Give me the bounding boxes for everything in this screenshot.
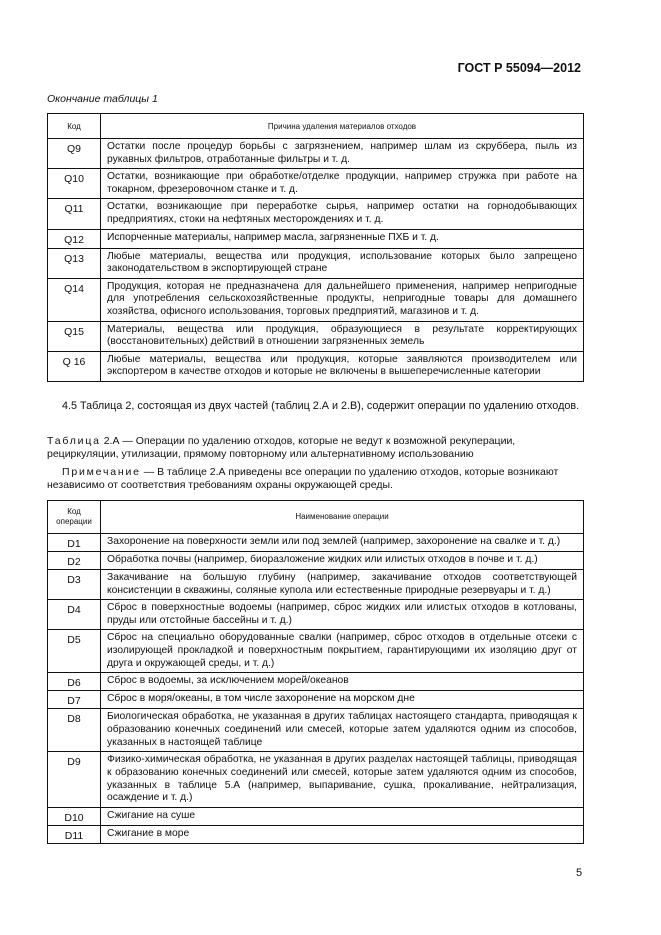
table-row [48,534,584,552]
row-text: Обработка почвы (например, биоразложение жидких или илистых отходов в почве и т. д.) [101,552,584,570]
table2-note [47,466,584,492]
row-code: Q10 [48,169,101,199]
row-code: D2 [48,552,101,570]
row-text: Сброс в поверхностные водоемы (например, сброс жидких или илистых отходов в котлованы, пруды или отстойные бассейны и т. д.) [101,600,584,630]
column-header-reason: Причина удаления материалов отходов [101,114,584,139]
section-4-5-paragraph: 4.5 Таблица 2, состоящая из двух частей (таблиц 2.А и 2.В), содержит операции по удалению отходов. [62,400,580,412]
row-text: Закачивание на большую глубину (например, закачивание отходов соответствующей консистенции в скважины, соляные купола или естественные природные резервуары и т. д.) [101,570,584,600]
row-code: D9 [48,752,101,807]
row-code: Q13 [48,248,101,278]
row-text: Остатки после процедур борьбы с загрязнением, например шлам из скруббера, пыль из рукавных фильтров, отработанные фильтры и т. д. [101,139,584,169]
row-text: Испорченные материалы, например масла, загрязненные ПХБ и т. д. [101,229,584,248]
row-text: Сжигание на суше [101,807,584,825]
column-header-operation-code: Код операции [48,501,101,534]
column-header-operation-name: Наименование операции [101,501,584,534]
row-code: D1 [48,534,101,552]
table-header-row [48,501,584,534]
table-row [48,691,584,709]
table-row [48,630,584,673]
table-row [48,248,584,278]
row-code: D11 [48,825,101,843]
table2-title-label: Таблица [47,435,101,447]
table-row [48,139,584,169]
row-text: Материалы, вещества или продукция, образующиеся в результате корректирующих (восстановительных) действий в отношении загрязненных земель [101,321,584,351]
row-code: Q 16 [48,351,101,381]
table-row [48,229,584,248]
row-code: D4 [48,600,101,630]
row-code: D10 [48,807,101,825]
row-code: Q15 [48,321,101,351]
table-row [48,709,584,752]
row-text: Любые материалы, вещества или продукция, которые заявляются производителем или экспортером в качестве отходов и которые не включены в вышеперечисленные категории [101,351,584,381]
row-text: Биологическая обработка, не указанная в других таблицах настоящего стандарта, приводящая к образованию конечных соединений или смесей, которые затем удаляются одним из способов, указанных в настоящей таблице [101,709,584,752]
page-number: 5 [576,867,583,879]
table-row [48,552,584,570]
table2-note-text: — В таблице 2.А приведены все операции по удалению отходов, которые возникают независимо от соответствия требованиям охраны окружающей среды. [47,466,559,491]
row-code: Q14 [48,278,101,321]
row-code: D6 [48,673,101,691]
table-row [48,199,584,229]
table-row [48,673,584,691]
row-text: Сброс в водоемы, за исключением морей/океанов [101,673,584,691]
row-code: Q12 [48,229,101,248]
row-code: D5 [48,630,101,673]
table-2a [47,500,584,844]
row-code: D3 [48,570,101,600]
table-row [48,807,584,825]
table-row [48,600,584,630]
table2-title-text: 2.А — Операции по удалению отходов, которые не ведут к возможной рекуперации, рециркуляции, утилизации, прямому повторному или альтернативному использованию [47,435,516,460]
document-id: ГОСТ Р 55094—2012 [457,61,581,75]
row-text: Остатки, возникающие при обработке/отделке продукции, например стружка при работе на токарном, фрезеровочном станке и т. д. [101,169,584,199]
table-row [48,825,584,843]
table-row [48,752,584,807]
table1-caption: Окончание таблицы 1 [47,93,158,105]
row-text: Остатки, возникающие при переработке сырья, например остатки на горнодобывающих предприятиях, стоки на нефтяных месторождениях и т. д. [101,199,584,229]
table-row [48,278,584,321]
table-row [48,351,584,381]
row-text: Продукция, которая не предназначена для дальнейшего применения, например непригодные для употребления сельскохозяйственные продукты, непригодные товары для домашнего хозяйства, офисного использования, торговых предприятий, магазинов и т. д. [101,278,584,321]
row-code: D8 [48,709,101,752]
row-text: Сжигание в море [101,825,584,843]
column-header-code: Код [48,114,101,139]
table-row [48,321,584,351]
table2-title [47,435,584,461]
row-text: Любые материалы, вещества или продукция, использование которых было запрещено законодательством в экспортирующей стране [101,248,584,278]
row-code: D7 [48,691,101,709]
table2-note-label: Примечание [62,466,141,478]
row-code: Q9 [48,139,101,169]
table-1 [47,113,584,382]
table-row [48,570,584,600]
row-text: Физико-химическая обработка, не указанная в других разделах настоящей таблицы, приводящая к образованию конечных соединений или смесей, которые затем удаляются одним из способов, указанных в таблице 5.А (например, выпаривание, сушка, прокаливание, нейтрализация, осаждение и т. д.) [101,752,584,807]
table-row [48,169,584,199]
row-code: Q11 [48,199,101,229]
row-text: Сброс на специально оборудованные свалки (например, сброс отходов в отдельные отсеки с изолирующей прокладкой и поверхностным покрытием, гарантирующими их изоляцию друг от друга и окружающей среды, и т. д.) [101,630,584,673]
table-header-row [48,114,584,139]
row-text: Захоронение на поверхности земли или под землей (например, захоронение на свалке и т. д.) [101,534,584,552]
row-text: Сброс в моря/океаны, в том числе захоронение на морском дне [101,691,584,709]
